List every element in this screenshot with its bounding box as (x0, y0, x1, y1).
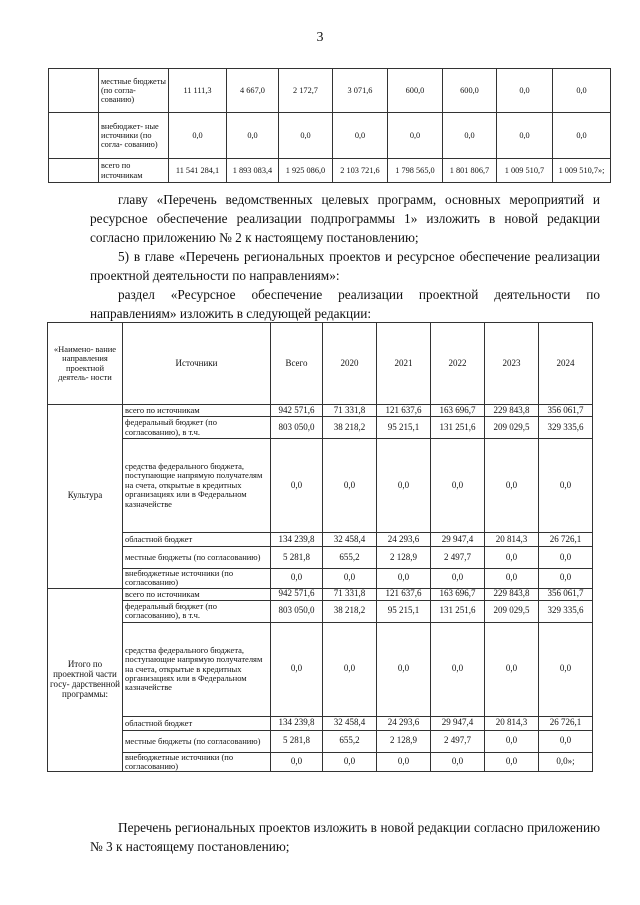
value-cell: 0,0 (431, 622, 485, 716)
source-cell: областной бюджет (123, 533, 271, 547)
value-cell: 24 293,6 (377, 533, 431, 547)
project-funding-table (47, 322, 593, 772)
value-cell: 20 814,3 (485, 716, 539, 730)
value-cell: 329 335,6 (539, 600, 593, 622)
value-cell: 24 293,6 (377, 716, 431, 730)
source-cell: областной бюджет (123, 716, 271, 730)
header-2021: 2021 (377, 323, 431, 405)
table-row (48, 439, 593, 533)
source-cell: внебюджетные источники (по согласованию) (123, 752, 271, 772)
value-cell: 134 239,8 (271, 533, 323, 547)
value-cell: 0,0 (485, 730, 539, 752)
value-cell: 356 061,7 (539, 588, 593, 600)
value-cell: 0,0 (377, 569, 431, 589)
value-cell: 0,0 (377, 439, 431, 533)
value-cell: 0,0 (553, 69, 611, 113)
value-cell: 0,0 (377, 622, 431, 716)
value-cell: 600,0 (443, 69, 497, 113)
continued-funding-table (48, 68, 611, 183)
empty-name-cell (49, 159, 99, 183)
paragraph-section-intro: раздел «Ресурсное обеспечение реализации проектной деятельности по направлениям» изложить в следующей редакции: (90, 287, 600, 321)
direction-name-cell: Итого по проектной части госу- дарственной программы: (48, 588, 123, 772)
table-row (48, 547, 593, 569)
table-row (48, 752, 593, 772)
value-cell: 32 458,4 (323, 716, 377, 730)
value-cell: 29 947,4 (431, 533, 485, 547)
header-2024: 2024 (539, 323, 593, 405)
paragraph-regional-projects: Перечень региональных проектов изложить в новой редакции согласно приложению № 3 к настоящему постановлению; (90, 820, 600, 854)
table-row (48, 600, 593, 622)
value-cell: 2 172,7 (279, 69, 333, 113)
value-cell: 95 215,1 (377, 600, 431, 622)
value-cell: 0,0 (497, 69, 553, 113)
value-cell: 2 497,7 (431, 547, 485, 569)
value-cell: 0,0 (485, 622, 539, 716)
value-cell: 1 009 510,7»; (553, 159, 611, 183)
source-cell: всего по источникам (123, 588, 271, 600)
value-cell: 71 331,8 (323, 588, 377, 600)
table-row (48, 730, 593, 752)
value-cell: 0,0 (443, 113, 497, 159)
value-cell: 0,0 (333, 113, 388, 159)
table-row (49, 69, 611, 113)
value-cell: 26 726,1 (539, 533, 593, 547)
value-cell: 2 128,9 (377, 730, 431, 752)
source-cell: федеральный бюджет (по согласованию), в т.ч. (123, 417, 271, 439)
value-cell: 0,0 (539, 622, 593, 716)
value-cell: 20 814,3 (485, 533, 539, 547)
paragraph-item-5: 5) в главе «Перечень региональных проектов и ресурсное обеспечение реализации проектной деятельности по направлениям»: (90, 249, 600, 283)
page-number: 3 (316, 30, 324, 45)
value-cell: 1 925 086,0 (279, 159, 333, 183)
value-cell: 0,0 (323, 622, 377, 716)
table-row (48, 588, 593, 600)
source-cell: средства федерального бюджета, поступающие напрямую получателям на счета, открытые в кредитных организациях или в Федеральном казначействе (123, 439, 271, 533)
source-cell: внебюджетные источники (по согласованию) (123, 569, 271, 589)
value-cell: 11 541 284,1 (169, 159, 227, 183)
value-cell: 5 281,8 (271, 547, 323, 569)
source-cell: федеральный бюджет (по согласованию), в т.ч. (123, 600, 271, 622)
value-cell: 0,0 (271, 569, 323, 589)
table-header-row (48, 323, 593, 405)
value-cell: 26 726,1 (539, 716, 593, 730)
header-total: Всего (271, 323, 323, 405)
value-cell: 803 050,0 (271, 600, 323, 622)
value-cell: 163 696,7 (431, 588, 485, 600)
source-cell: всего по источникам (99, 159, 169, 183)
value-cell: 229 843,8 (485, 405, 539, 417)
value-cell: 0,0 (485, 569, 539, 589)
value-cell: 121 637,6 (377, 405, 431, 417)
value-cell: 0,0 (271, 752, 323, 772)
table-row (48, 622, 593, 716)
value-cell: 0,0 (388, 113, 443, 159)
value-cell: 4 667,0 (227, 69, 279, 113)
value-cell: 0,0 (377, 752, 431, 772)
table-row (48, 569, 593, 589)
value-cell: 163 696,7 (431, 405, 485, 417)
value-cell: 0,0 (431, 752, 485, 772)
value-cell: 0,0 (169, 113, 227, 159)
value-cell: 0,0 (553, 113, 611, 159)
value-cell: 32 458,4 (323, 533, 377, 547)
empty-name-cell (49, 113, 99, 159)
value-cell: 2 497,7 (431, 730, 485, 752)
value-cell: 600,0 (388, 69, 443, 113)
header-2023: 2023 (485, 323, 539, 405)
table-row (48, 417, 593, 439)
value-cell: 356 061,7 (539, 405, 593, 417)
value-cell: 0,0»; (539, 752, 593, 772)
value-cell: 655,2 (323, 547, 377, 569)
value-cell: 3 071,6 (333, 69, 388, 113)
header-2020: 2020 (323, 323, 377, 405)
value-cell: 95 215,1 (377, 417, 431, 439)
value-cell: 655,2 (323, 730, 377, 752)
value-cell: 134 239,8 (271, 716, 323, 730)
paragraph-subprogram-chapter: главу «Перечень ведомственных целевых программ, основных мероприятий и ресурсное обеспечение реализации подпрограммы 1» изложить в новой редакции согласно приложению № 2 к настоящему постановлению; (90, 192, 600, 245)
value-cell: 0,0 (323, 439, 377, 533)
source-cell: средства федерального бюджета, поступающие напрямую получателям на счета, открытые в кредитных организациях или в Федеральном казначействе (123, 622, 271, 716)
value-cell: 0,0 (271, 622, 323, 716)
value-cell: 131 251,6 (431, 417, 485, 439)
value-cell: 0,0 (323, 569, 377, 589)
value-cell: 1 009 510,7 (497, 159, 553, 183)
value-cell: 0,0 (431, 439, 485, 533)
source-cell: местные бюджеты (по согласованию) (123, 730, 271, 752)
header-2022: 2022 (431, 323, 485, 405)
value-cell: 38 218,2 (323, 600, 377, 622)
value-cell: 0,0 (227, 113, 279, 159)
value-cell: 38 218,2 (323, 417, 377, 439)
value-cell: 0,0 (539, 439, 593, 533)
value-cell: 71 331,8 (323, 405, 377, 417)
value-cell: 1 801 806,7 (443, 159, 497, 183)
table-row (49, 113, 611, 159)
table-row (48, 533, 593, 547)
header-direction-name: «Наимено- вание направления проектной деятель- ности (48, 323, 123, 405)
value-cell: 0,0 (539, 569, 593, 589)
value-cell: 0,0 (431, 569, 485, 589)
value-cell: 229 843,8 (485, 588, 539, 600)
value-cell: 329 335,6 (539, 417, 593, 439)
value-cell: 29 947,4 (431, 716, 485, 730)
source-cell: местные бюджеты (по согла- сованию) (99, 69, 169, 113)
source-cell: внебюджет- ные источники (по согла- сованию) (99, 113, 169, 159)
empty-name-cell (49, 69, 99, 113)
value-cell: 5 281,8 (271, 730, 323, 752)
value-cell: 0,0 (485, 752, 539, 772)
table-row (48, 405, 593, 417)
value-cell: 0,0 (485, 547, 539, 569)
value-cell: 0,0 (539, 730, 593, 752)
value-cell: 0,0 (497, 113, 553, 159)
value-cell: 209 029,5 (485, 417, 539, 439)
value-cell: 0,0 (539, 547, 593, 569)
table-row (48, 716, 593, 730)
source-cell: всего по источникам (123, 405, 271, 417)
value-cell: 0,0 (279, 113, 333, 159)
value-cell: 121 637,6 (377, 588, 431, 600)
direction-name-cell: Культура (48, 405, 123, 589)
value-cell: 942 571,6 (271, 405, 323, 417)
value-cell: 209 029,5 (485, 600, 539, 622)
value-cell: 1 798 565,0 (388, 159, 443, 183)
source-cell: местные бюджеты (по согласованию) (123, 547, 271, 569)
value-cell: 2 103 721,6 (333, 159, 388, 183)
value-cell: 0,0 (271, 439, 323, 533)
value-cell: 942 571,6 (271, 588, 323, 600)
value-cell: 0,0 (323, 752, 377, 772)
value-cell: 803 050,0 (271, 417, 323, 439)
value-cell: 2 128,9 (377, 547, 431, 569)
value-cell: 0,0 (485, 439, 539, 533)
value-cell: 1 893 083,4 (227, 159, 279, 183)
table-row (49, 159, 611, 183)
header-sources: Источники (123, 323, 271, 405)
value-cell: 131 251,6 (431, 600, 485, 622)
value-cell: 11 111,3 (169, 69, 227, 113)
